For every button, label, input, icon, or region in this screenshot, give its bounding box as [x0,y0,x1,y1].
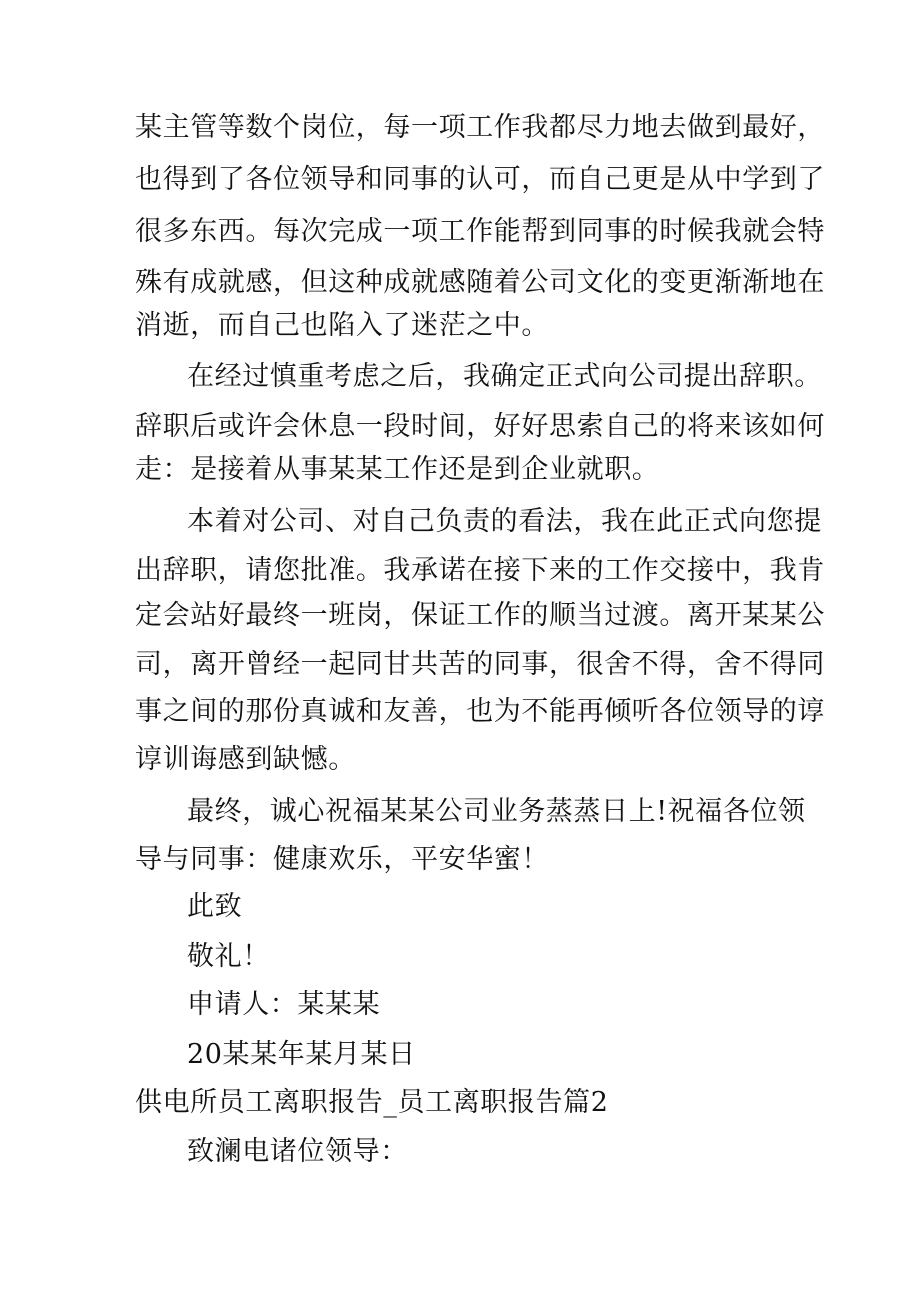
body-text-line: 事之间的那份真诚和友善，也为不能再倾听各位领导的谆 [135,696,825,727]
body-text-line: 也得到了各位领导和同事的认可，而自己更是从中学到了 [135,164,825,195]
body-text-line: 辞职后或许会休息一段时间，好好思索自己的将来该如何 [135,411,825,442]
paragraph-start-line: 本着对公司、对自己负责的看法，我在此正式向您提 [187,506,822,537]
body-text-line: 很多东西。每次完成一项工作能帮到同事的时候我就会特 [135,216,825,247]
body-text-line: 殊有成就感，但这种成就感随着公司文化的变更渐渐地在 [135,267,825,298]
body-text-line: 谆训诲感到缺憾。 [135,744,356,775]
body-text-line: 出辞职，请您批准。我承诺在接下来的工作交接中，我肯 [135,555,825,586]
body-text-line: 走：是接着从事某某工作还是到企业就职。 [135,454,660,485]
body-text-line: 消逝，而自己也陷入了迷茫之中。 [135,310,549,341]
closing-salutation: 此致 [187,891,243,922]
paragraph-start-line: 在经过慎重考虑之后，我确定正式向公司提出辞职。 [187,361,822,392]
paragraph-start-line: 最终，诚心祝福某某公司业务蒸蒸日上!祝福各位领 [187,796,806,827]
body-text-line: 某主管等数个岗位，每一项工作我都尽力地去做到最好， [135,112,825,143]
body-text-line: 导与同事：健康欢乐，平安华蜜！ [135,844,549,875]
body-text-line: 定会站好最终一班岗，保证工作的顺当过渡。离开某某公 [135,600,825,631]
body-text-line: 司，离开曾经一起同甘共苦的同事，很舍不得，舍不得同 [135,649,825,680]
applicant-signature: 申请人：某某某 [187,989,381,1020]
date-line: 20某某年某月某日 [187,1039,416,1070]
closing-regards: 敬礼！ [187,941,270,972]
section-heading: 供电所员工离职报告_员工离职报告篇2 [135,1087,609,1118]
letter-greeting: 致澜电诸位领导： [187,1136,408,1167]
